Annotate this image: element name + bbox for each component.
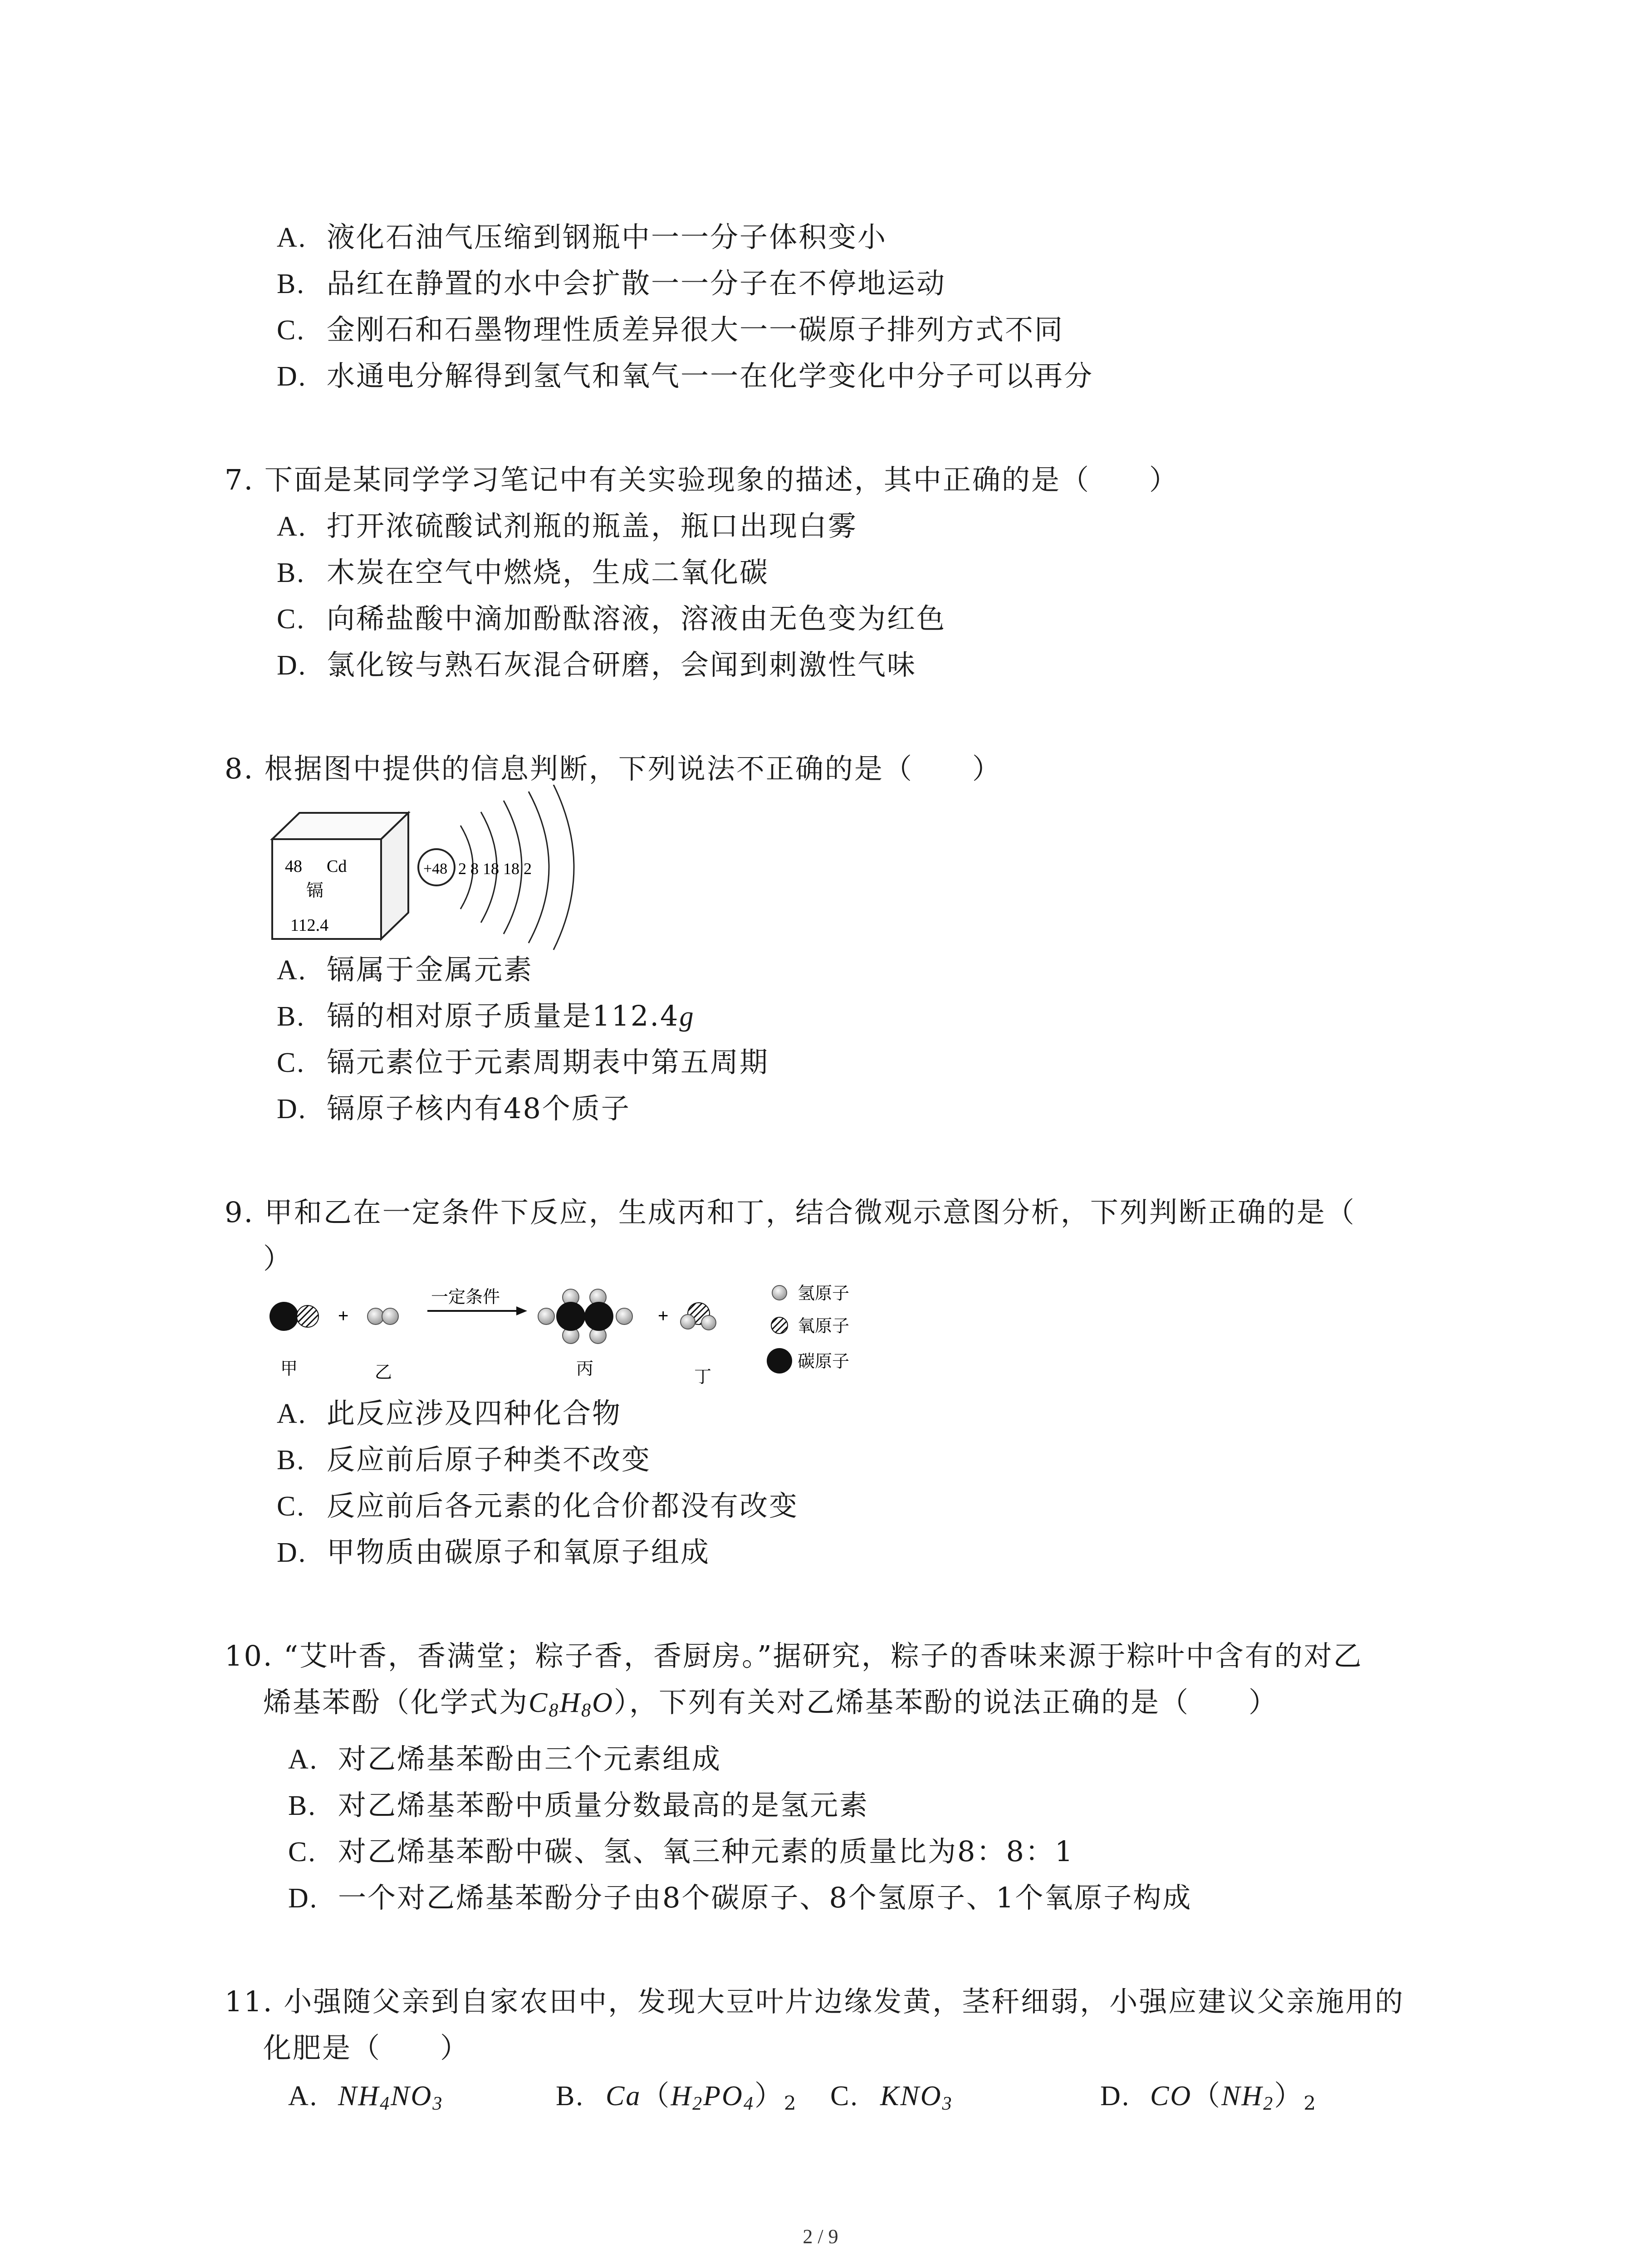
q6-option-b — [277, 265, 946, 302]
option-text: 此反应涉及四种化合物 — [327, 1397, 622, 1430]
option-letter: B. — [277, 1445, 305, 1476]
molecule-bing — [538, 1289, 632, 1344]
option-letter: C. — [277, 604, 305, 635]
option-letter: C. — [277, 1047, 305, 1078]
option-text: 反应前后原子种类不改变 — [327, 1443, 652, 1476]
option-letter: A. — [288, 2081, 318, 2112]
option-letter: D. — [277, 1094, 307, 1124]
q7-option-b — [277, 554, 769, 591]
formula-c: $KNO_3$ — [880, 2081, 953, 2114]
formula-b: Ca — [606, 2081, 642, 2112]
reaction-figure — [268, 1275, 903, 1402]
plus-sign-2: + — [658, 1306, 669, 1326]
shell-electrons: 2 8 18 18 2 — [458, 860, 532, 878]
element-symbol: Cd — [327, 857, 347, 876]
formula: $C_8H_8O$ — [529, 1687, 614, 1721]
q9-stem-line1: 9. 甲和乙在一定条件下反应，生成丙和丁，结合微观示意图分析，下列判断正确的是（ — [225, 1196, 1356, 1229]
option-letter: B. — [277, 557, 305, 588]
option-text: 镉原子核内有48个质子 — [327, 1092, 631, 1125]
arrow — [427, 1306, 527, 1315]
q9-option-b — [277, 1442, 651, 1478]
option-text: 向稀盐酸中滴加酚酞溶液，溶液由无色变为红色 — [327, 602, 946, 635]
q11-option-c — [830, 2077, 953, 2122]
q9-option-a — [277, 1395, 622, 1432]
q10-option-d — [288, 1880, 1192, 1916]
q7-option-a — [277, 508, 857, 545]
q10-stem-line1: 10. “艾叶香，香满堂；粽子香，香厨房。”据研究，粽子的香味来源于粽叶中含有的对乙 — [225, 1639, 1363, 1672]
option-letter: C. — [830, 2081, 859, 2112]
q7-option-c — [277, 601, 946, 637]
option-text: 对乙烯基苯酚中质量分数最高的是氢元素 — [338, 1789, 869, 1822]
molecule-ding — [681, 1303, 716, 1330]
option-letter: D. — [288, 1883, 318, 1914]
option-letter: C. — [288, 1837, 317, 1867]
option-letter: B. — [277, 1001, 305, 1032]
page-number: 2 / 9 — [803, 2225, 838, 2248]
q7-stem: 7. 下面是某同学学习笔记中有关实验现象的描述，其中正确的是（ ） — [225, 463, 1179, 496]
option-text: 一个对乙烯基苯酚分子由8个碳原子、8个氢原子、1个氧原子构成 — [338, 1881, 1192, 1914]
condition-label: 一定条件 — [431, 1287, 500, 1307]
label-yi: 乙 — [375, 1362, 392, 1382]
nucleus-charge: +48 — [423, 860, 448, 877]
option-text: 打开浓硫酸试剂瓶的瓶盖，瓶口出现白雾 — [327, 509, 858, 543]
option-letter: A. — [277, 1398, 307, 1429]
legend — [767, 1283, 849, 1374]
plus-sign-1: + — [338, 1306, 349, 1326]
q11-stem-line1: 11. 小强随父亲到自家农田中，发现大豆叶片边缘发黄，茎秆细弱，小强应建议父亲施用的 — [225, 1985, 1405, 2018]
cadmium-figure — [268, 785, 594, 953]
option-text: 液化石油气压缩到钢瓶中一一分子体积变小 — [327, 220, 887, 254]
option-text: 镉的相对原子质量是112.4 — [327, 999, 680, 1032]
q6-option-d — [277, 358, 1093, 395]
q10-stem-line2-a: 烯基苯酚（化学式为 — [263, 1686, 529, 1719]
option-text: 镉元素位于元素周期表中第五周期 — [327, 1046, 769, 1079]
legend-hydrogen: 氢原子 — [798, 1283, 850, 1303]
option-letter: B. — [556, 2081, 584, 2112]
option-letter: C. — [277, 315, 305, 346]
q8-option-c — [277, 1044, 769, 1081]
q8-option-b — [277, 998, 695, 1035]
formula-a: $NH_4NO_3$ — [338, 2081, 444, 2114]
option-letter: C. — [277, 1491, 305, 1522]
option-text: 金刚石和石墨物理性质差异很大一一碳原子排列方式不同 — [327, 313, 1064, 346]
q11-option-b: B. $Ca(H_2PO_4)_2$ — [556, 2079, 798, 2114]
q10-option-b — [288, 1787, 869, 1824]
molecule-yi — [367, 1308, 398, 1325]
option-text: 甲物质由碳原子和氧原子组成 — [327, 1535, 710, 1569]
q10-stem-line2-b: ），下列有关对乙烯基苯酚的说法正确的是（ ） — [613, 1686, 1278, 1719]
q10-stem-line2 — [263, 1684, 1278, 1729]
q11-option-d: D. $CO(NH_2)_2$ — [1100, 2079, 1318, 2114]
q10-option-a — [288, 1741, 721, 1778]
q9-option-c — [277, 1488, 798, 1525]
q11-option-a — [288, 2077, 443, 2122]
option-text: 品红在静置的水中会扩散一一分子在不停地运动 — [327, 267, 946, 300]
element-name: 镉 — [306, 880, 324, 900]
q11-stem-line2: 化肥是（ ） — [263, 2031, 470, 2064]
atomic-mass: 112.4 — [290, 916, 329, 935]
label-ding: 丁 — [694, 1367, 712, 1387]
unit-g: g — [679, 1001, 695, 1032]
option-text: 镉属于金属元素 — [327, 953, 534, 986]
option-letter: B. — [277, 269, 305, 299]
q6-option-a — [277, 219, 887, 256]
option-letter: D. — [277, 361, 307, 392]
option-text: 对乙烯基苯酚中碳、氢、氧三种元素的质量比为8：8：1 — [338, 1835, 1074, 1868]
option-letter: D. — [277, 650, 307, 681]
label-bing: 丙 — [576, 1359, 594, 1378]
label-jia: 甲 — [280, 1359, 298, 1378]
atomic-number: 48 — [285, 857, 302, 876]
q9-stem-line2: ） — [263, 1242, 293, 1275]
option-letter: A. — [277, 511, 307, 542]
q6-option-c — [277, 312, 1064, 348]
option-text: 氯化铵与熟石灰混合研磨，会闻到刺激性气味 — [327, 648, 917, 681]
option-text: 反应前后各元素的化合价都没有改变 — [327, 1489, 799, 1522]
option-letter: B. — [288, 1790, 317, 1821]
legend-carbon: 碳原子 — [798, 1351, 850, 1371]
q9-option-d — [277, 1534, 710, 1571]
option-letter: D. — [277, 1537, 307, 1568]
legend-oxygen: 氧原子 — [798, 1316, 850, 1336]
option-letter: A. — [288, 1744, 318, 1775]
formula-d: CO — [1150, 2081, 1192, 2112]
option-text: 对乙烯基苯酚由三个元素组成 — [338, 1742, 722, 1775]
q8-option-a — [277, 952, 533, 988]
option-text: 木炭在空气中燃烧，生成二氧化碳 — [327, 556, 769, 589]
q8-stem: 8. 根据图中提供的信息判断，下列说法不正确的是（ ） — [225, 752, 1002, 785]
option-text: 水通电分解得到氢气和氧气一一在化学变化中分子可以再分 — [327, 359, 1094, 392]
option-letter: A. — [277, 222, 307, 253]
molecule-jia — [269, 1302, 318, 1331]
q10-option-c — [288, 1833, 1074, 1870]
option-letter: D. — [1100, 2081, 1131, 2112]
q7-option-d — [277, 647, 916, 684]
q8-option-d — [277, 1090, 631, 1127]
option-letter: A. — [277, 955, 307, 986]
